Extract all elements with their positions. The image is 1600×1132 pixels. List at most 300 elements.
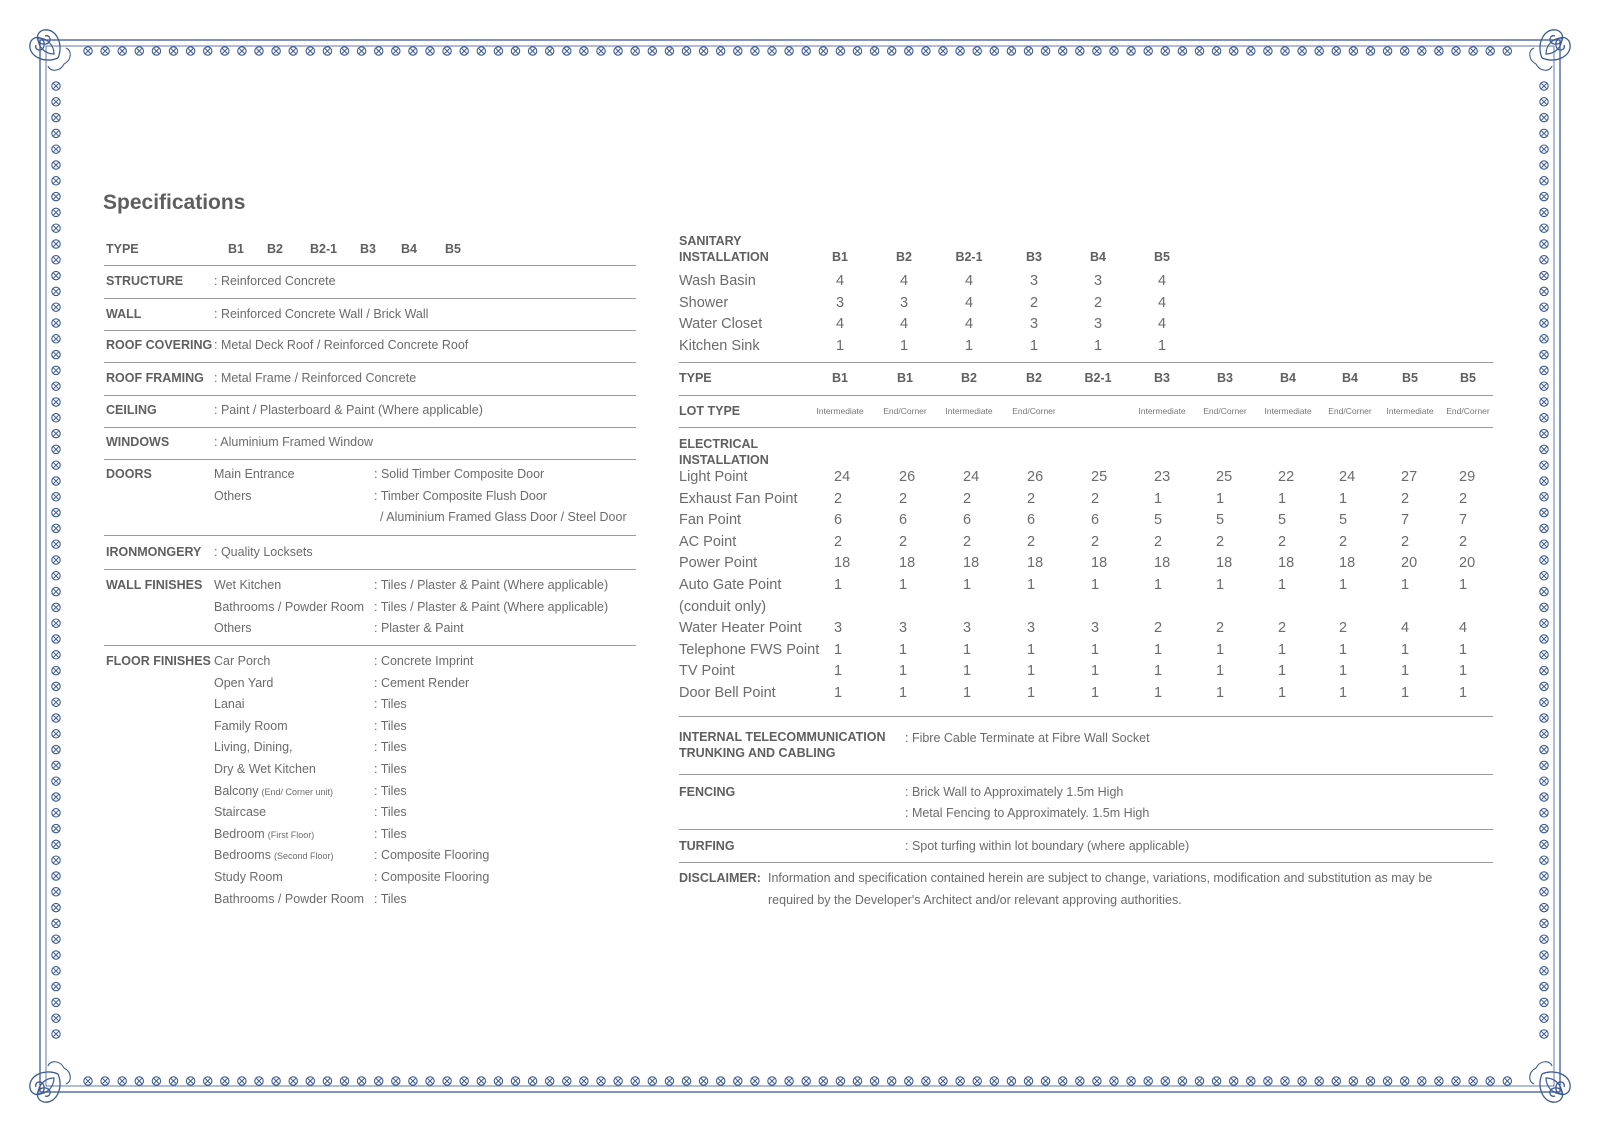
ornamental-flower-icon: [1540, 809, 1548, 817]
type-header-cell: B2: [961, 371, 977, 385]
ornamental-flower-icon: [392, 1077, 400, 1085]
electrical-cell: 2: [1216, 620, 1225, 637]
electrical-cell: 6: [834, 512, 843, 529]
ornamental-flower-icon: [1540, 477, 1548, 485]
ornamental-flower-icon: [52, 271, 60, 279]
floor-finish-item-name: [214, 784, 333, 798]
ornamental-flower-icon: [1110, 1077, 1118, 1085]
type-header-cell: B4: [1342, 371, 1358, 385]
ornamental-flower-icon: [52, 761, 60, 769]
ornamental-flower-icon: [169, 47, 177, 55]
ornamental-flower-icon: [52, 824, 60, 832]
floor-finish-room: Car Porch: [214, 654, 271, 668]
lot-type-cell: End/Corner: [1328, 406, 1372, 416]
ornamental-flower-icon: [768, 1077, 776, 1085]
ornamental-flower-icon: [1540, 98, 1548, 106]
ornamental-flower-icon: [52, 445, 60, 453]
floor-finish-item-value: : Tiles: [374, 891, 407, 906]
ornamental-flower-icon: [52, 129, 60, 137]
ornamental-flower-icon: [52, 919, 60, 927]
electrical-cell: 3: [1091, 620, 1100, 637]
ornamental-flower-icon: [52, 177, 60, 185]
ornamental-flower-icon: [1540, 256, 1548, 264]
ornamental-flower-icon: [751, 47, 759, 55]
electrical-cell: 2: [1027, 490, 1036, 507]
electrical-cell: 1: [1401, 641, 1410, 658]
ornamental-flower-icon: [52, 603, 60, 611]
lot-type-cell: End/Corner: [1012, 406, 1056, 416]
ornamental-flower-icon: [1540, 903, 1548, 911]
sanitary-cell: 4: [964, 316, 974, 332]
ornamental-flower-icon: [1540, 872, 1548, 880]
electrical-cell: 5: [1216, 512, 1225, 529]
electrical-cell: 24: [1339, 469, 1356, 485]
ornamental-flower-icon: [186, 1077, 194, 1085]
sanitary-cell: 4: [899, 273, 909, 289]
lot-type-cell: Intermediate: [1264, 406, 1312, 416]
ornamental-flower-icon: [52, 240, 60, 248]
doors-item-name: Main Entrance: [214, 467, 295, 481]
ornamental-flower-icon: [1349, 47, 1357, 55]
ornamental-flower-icon: [1469, 1077, 1477, 1085]
wall-finishes-item-name: Bathrooms / Powder Room: [214, 600, 365, 614]
ornamental-flower-icon: [1540, 730, 1548, 738]
electrical-cell: 18: [1027, 555, 1044, 572]
sanitary-type-header: B1: [832, 250, 848, 264]
ornamental-flower-icon: [169, 1077, 177, 1085]
ornamental-flower-icon: [1435, 1077, 1443, 1085]
doors-item-name: Others: [214, 489, 252, 503]
ornamental-flower-icon: [52, 651, 60, 659]
electrical-cell: 1: [1339, 490, 1348, 507]
electrical-cell: 4: [1459, 620, 1468, 637]
sanitary-cell: 2: [1029, 294, 1039, 311]
sanitary-cell: 4: [899, 316, 909, 332]
electrical-cell: 2: [1216, 533, 1225, 550]
floor-finish-room: Study Room: [214, 870, 283, 884]
floor-finish-item-value: : Composite Flooring: [374, 870, 490, 884]
ornamental-flower-icon: [922, 1077, 930, 1085]
ornamental-flower-icon: [648, 1077, 656, 1085]
ornamental-flower-icon: [1540, 82, 1548, 90]
ornamental-flower-icon: [494, 1077, 502, 1085]
ornamental-flower-icon: [238, 47, 246, 55]
ornamental-flower-icon: [272, 47, 280, 55]
ornamental-flower-icon: [682, 1077, 690, 1085]
floor-finish-item-name: [214, 740, 293, 754]
electrical-cell: 1: [1339, 641, 1348, 658]
doors-item-value: : Timber Composite Flush Door: [374, 489, 547, 503]
ornamental-flower-icon: [853, 1077, 861, 1085]
electrical-cell: 3: [1027, 620, 1036, 637]
electrical-cell: 1: [1216, 685, 1225, 701]
lot-type-cell: End/Corner: [883, 406, 927, 416]
ornamental-flower-icon: [1212, 47, 1220, 55]
ornamental-flower-icon: [973, 1077, 981, 1085]
roof-framing-label: ROOF FRAMING: [106, 371, 204, 385]
ornamental-flower-icon: [546, 1077, 554, 1085]
ornamental-flower-icon: [1540, 1014, 1548, 1022]
corner-ornament-icon: [1530, 1062, 1570, 1102]
electrical-cell: 2: [1091, 490, 1100, 507]
electrical-cell: 6: [899, 512, 908, 529]
sanitary-cell: 3: [899, 294, 909, 311]
floor-finish-note: (Second Floor): [273, 851, 334, 862]
electrical-cell: 27: [1401, 469, 1418, 485]
type-header-cell: B4: [1280, 371, 1296, 385]
ornamental-flower-icon: [52, 145, 60, 153]
electrical-cell: 1: [1278, 685, 1287, 701]
electrical-cell: 2: [1154, 620, 1163, 637]
electrical-cell: 18: [1091, 555, 1108, 572]
ironmongery-label: IRONMONGERY: [106, 545, 202, 559]
ornamental-flower-icon: [52, 745, 60, 753]
ornamental-flower-icon: [990, 47, 998, 55]
ornamental-flower-icon: [1540, 840, 1548, 848]
sanitary-type-header: B2-1: [955, 250, 983, 264]
sanitary-cell: 4: [1157, 316, 1167, 332]
electrical-cell: 1: [1459, 641, 1468, 658]
ornamental-flower-icon: [1007, 47, 1015, 55]
ornamental-flower-icon: [1007, 1077, 1015, 1085]
ornamental-flower-icon: [1161, 47, 1169, 55]
ornamental-flower-icon: [443, 1077, 451, 1085]
type-header-cell: B1: [228, 242, 244, 256]
sanitary-row-label: Water Closet: [679, 316, 763, 332]
ornamental-flower-icon: [1401, 47, 1409, 55]
electrical-row-label: Auto Gate Point: [679, 577, 782, 593]
ornamental-flower-icon: [84, 1077, 92, 1085]
ornamental-flower-icon: [289, 1077, 297, 1085]
electrical-cell: 1: [1154, 490, 1163, 507]
ornamental-flower-icon: [1540, 666, 1548, 674]
disclaimer-label: DISCLAIMER:: [679, 871, 761, 885]
electrical-cell: 2: [1339, 620, 1348, 637]
floor-finish-room: Open Yard: [214, 675, 274, 690]
ornamental-flower-icon: [563, 47, 571, 55]
ceiling-label: CEILING: [106, 403, 157, 417]
ornamental-flower-icon: [699, 1077, 707, 1085]
fencing-value: : Metal Fencing to Approximately. 1.5m High: [905, 806, 1150, 820]
lot-type-cell: Intermediate: [816, 406, 864, 416]
ornamental-flower-icon: [1041, 47, 1049, 55]
ornamental-flower-icon: [1332, 1077, 1340, 1085]
floor-finish-item-value: : Tiles: [374, 718, 407, 733]
ornamental-flower-icon: [1540, 319, 1548, 327]
electrical-cell: 26: [1027, 469, 1044, 485]
electrical-cell: 20: [1459, 555, 1476, 572]
electrical-cell: 6: [1027, 512, 1036, 529]
ornamental-flower-icon: [1144, 47, 1152, 55]
floor-finishes-label: FLOOR FINISHES: [106, 654, 211, 668]
ornamental-flower-icon: [52, 888, 60, 896]
ornamental-flower-icon: [1540, 177, 1548, 185]
ornamental-flower-icon: [1540, 587, 1548, 595]
electrical-cell: 2: [1278, 620, 1287, 637]
ornamental-flower-icon: [52, 1014, 60, 1022]
ornamental-flower-icon: [375, 47, 383, 55]
ornamental-flower-icon: [1076, 47, 1084, 55]
electrical-row-label: TV Point: [679, 663, 735, 680]
ornamental-flower-icon: [1298, 47, 1306, 55]
electrical-heading: INSTALLATION: [679, 453, 769, 467]
ornamental-flower-icon: [392, 47, 400, 55]
wall-value: : Reinforced Concrete Wall / Brick Wall: [214, 307, 429, 321]
ornamental-flower-icon: [1540, 414, 1548, 422]
ornamental-flower-icon: [221, 1077, 229, 1085]
ornamental-flower-icon: [1540, 919, 1548, 927]
ornamental-flower-icon: [1540, 145, 1548, 153]
electrical-cell: 2: [1339, 533, 1348, 550]
ornamental-flower-icon: [1540, 1030, 1548, 1038]
telecom-heading: INTERNAL TELECOMMUNICATION: [679, 730, 886, 744]
ornamental-flower-icon: [152, 1077, 160, 1085]
windows-value: : Aluminium Framed Window: [214, 435, 374, 449]
lot-type-cell: Intermediate: [945, 406, 993, 416]
ornamental-flower-icon: [52, 429, 60, 437]
type-label: TYPE: [106, 242, 139, 256]
type-header-cell: B2-1: [1084, 371, 1112, 385]
ornamental-flower-icon: [1540, 856, 1548, 864]
ornamental-flower-icon: [1383, 1077, 1391, 1085]
ornamental-flower-icon: [1469, 47, 1477, 55]
electrical-row-label: Power Point: [679, 555, 758, 572]
electrical-cell: 1: [899, 685, 908, 701]
electrical-cell: 5: [1278, 512, 1287, 529]
electrical-cell: 2: [963, 533, 972, 550]
electrical-cell: 1: [834, 577, 843, 593]
floor-finish-item-name: [214, 719, 288, 733]
ornamental-flower-icon: [819, 47, 827, 55]
sanitary-cell: 3: [835, 294, 845, 311]
ornamental-flower-icon: [101, 47, 109, 55]
electrical-cell: 18: [1216, 555, 1233, 572]
ornamental-flower-icon: [1195, 1077, 1203, 1085]
ornamental-flower-icon: [1076, 1077, 1084, 1085]
electrical-cell: 6: [963, 512, 972, 529]
ornamental-flower-icon: [255, 1077, 263, 1085]
ornamental-flower-icon: [52, 556, 60, 564]
ornamental-flower-icon: [546, 47, 554, 55]
electrical-cell: 1: [963, 685, 972, 701]
floor-finish-room: Dry & Wet Kitchen: [214, 762, 316, 776]
ornamental-flower-icon: [1540, 935, 1548, 943]
divider: [104, 265, 636, 266]
sanitary-heading: SANITARY: [679, 234, 742, 248]
ornamental-flower-icon: [52, 951, 60, 959]
ornamental-flower-icon: [1540, 303, 1548, 311]
ornamental-flower-icon: [528, 1077, 536, 1085]
ornamental-flower-icon: [853, 47, 861, 55]
ornamental-flower-icon: [1230, 1077, 1238, 1085]
ornamental-flower-icon: [443, 47, 451, 55]
electrical-row-label: AC Point: [679, 533, 737, 550]
floor-finish-item-name: [214, 805, 266, 819]
ornamental-flower-icon: [1540, 793, 1548, 801]
ornamental-flower-icon: [1503, 1077, 1511, 1085]
electrical-row-label: Light Point: [679, 469, 748, 485]
ornamental-flower-icon: [631, 1077, 639, 1085]
divider: [104, 395, 636, 396]
electrical-cell: 1: [963, 663, 972, 680]
electrical-heading: ELECTRICAL: [679, 437, 759, 451]
ornamental-flower-icon: [1540, 129, 1548, 137]
sanitary-cell: 1: [964, 337, 974, 354]
ornamental-flower-icon: [1435, 47, 1443, 55]
ornamental-flower-icon: [1540, 698, 1548, 706]
electrical-cell: 7: [1459, 512, 1468, 529]
ornamental-flower-icon: [1247, 1077, 1255, 1085]
corner-ornament-icon: [30, 1062, 70, 1102]
ornamental-flower-icon: [306, 47, 314, 55]
ornamental-flower-icon: [52, 872, 60, 880]
ornamental-flower-icon: [1059, 1077, 1067, 1085]
electrical-cell: 1: [1027, 641, 1036, 658]
ornamental-flower-icon: [1366, 1077, 1374, 1085]
ornamental-flower-icon: [939, 47, 947, 55]
ornamental-flower-icon: [52, 303, 60, 311]
divider: [104, 459, 636, 460]
electrical-row-label: Telephone FWS Point: [679, 641, 820, 658]
floor-finish-room: Staircase: [214, 805, 267, 820]
electrical-cell: 25: [1216, 469, 1233, 485]
ornamental-flower-icon: [563, 1077, 571, 1085]
ornamental-flower-icon: [717, 47, 725, 55]
type-header-cell: B2: [1026, 371, 1042, 385]
ornamental-flower-icon: [785, 1077, 793, 1085]
ornamental-flower-icon: [1540, 493, 1548, 501]
electrical-cell: 7: [1401, 512, 1410, 529]
ornamental-flower-icon: [52, 192, 60, 200]
ornamental-flower-icon: [580, 47, 588, 55]
electrical-cell: 23: [1154, 469, 1171, 485]
ornamental-flower-icon: [973, 47, 981, 55]
divider: [104, 535, 636, 536]
floor-finish-room: Bedrooms: [214, 848, 271, 863]
electrical-cell: 18: [963, 555, 980, 572]
ornamental-flower-icon: [528, 47, 536, 55]
electrical-cell: 2: [1091, 533, 1100, 550]
ornamental-flower-icon: [118, 47, 126, 55]
ornamental-flower-icon: [426, 47, 434, 55]
electrical-cell: 18: [899, 555, 916, 572]
ornamental-flower-icon: [135, 47, 143, 55]
ornamental-flower-icon: [836, 1077, 844, 1085]
ornamental-flower-icon: [1452, 47, 1460, 55]
ornamental-flower-icon: [1503, 47, 1511, 55]
ornamental-flower-icon: [751, 1077, 759, 1085]
ornamental-flower-icon: [922, 47, 930, 55]
electrical-row-label: Water Heater Point: [679, 620, 802, 637]
ornamental-flower-icon: [52, 714, 60, 722]
ornamental-flower-icon: [614, 47, 622, 55]
electrical-cell: 3: [834, 620, 843, 637]
floor-finish-item-name: [214, 762, 316, 776]
ornamental-flower-icon: [52, 998, 60, 1006]
ornamental-flower-icon: [289, 47, 297, 55]
ornamental-flower-icon: [1540, 556, 1548, 564]
type-header-cell: B2: [267, 242, 283, 256]
floor-finish-item-name: [214, 892, 364, 906]
floor-finish-room: Living, Dining,: [214, 740, 293, 755]
floor-finish-note: (End/ Corner unit): [261, 786, 334, 797]
ornamental-flower-icon: [52, 461, 60, 469]
electrical-cell: 2: [1459, 490, 1468, 507]
ornamental-flower-icon: [1540, 998, 1548, 1006]
ornamental-flower-icon: [477, 1077, 485, 1085]
ornamental-flower-icon: [1540, 682, 1548, 690]
ornamental-flower-icon: [1110, 47, 1118, 55]
ornamental-flower-icon: [1366, 47, 1374, 55]
ornamental-flower-icon: [1486, 47, 1494, 55]
electrical-cell: 18: [834, 555, 851, 572]
electrical-cell: 1: [899, 641, 908, 658]
doors-item-value: : Solid Timber Composite Door: [374, 467, 545, 481]
ornamental-flower-icon: [494, 47, 502, 55]
ornamental-flower-icon: [1093, 1077, 1101, 1085]
ornamental-flower-icon: [52, 161, 60, 169]
ornamental-flower-icon: [1281, 47, 1289, 55]
ornamental-flower-icon: [1452, 1077, 1460, 1085]
ornamental-flower-icon: [785, 47, 793, 55]
ornamental-flower-icon: [597, 47, 605, 55]
roof-covering-label: ROOF COVERING: [106, 338, 213, 352]
ceiling-value: : Paint / Plasterboard & Paint (Where applicable): [214, 403, 483, 417]
ornamental-flower-icon: [1540, 714, 1548, 722]
sanitary-heading: INSTALLATION: [679, 250, 769, 264]
sanitary-type-header: B4: [1090, 250, 1106, 264]
sanitary-type-header: B3: [1026, 250, 1042, 264]
electrical-cell: 1: [899, 663, 908, 680]
floor-finish-item-value: : Tiles: [374, 762, 407, 776]
floor-finish-item-name: [214, 676, 273, 690]
ornamental-flower-icon: [1540, 161, 1548, 169]
divider: [679, 774, 1493, 775]
electrical-cell: 1: [1027, 663, 1036, 680]
sanitary-type-header: B5: [1154, 250, 1170, 264]
ornamental-flower-icon: [1540, 382, 1548, 390]
ornamental-flower-icon: [1540, 208, 1548, 216]
ornamental-flower-icon: [52, 256, 60, 264]
electrical-cell: 1: [1459, 663, 1468, 680]
ornamental-flower-icon: [52, 903, 60, 911]
sanitary-cell: 2: [1093, 294, 1103, 311]
ornamental-flower-icon: [1024, 1077, 1032, 1085]
wall-finishes-label: WALL FINISHES: [106, 578, 203, 592]
lot-type-cell: Intermediate: [1386, 406, 1434, 416]
wall-finishes-item-value: : Plaster & Paint: [374, 621, 464, 635]
ornamental-flower-icon: [52, 493, 60, 501]
ornamental-flower-icon: [52, 666, 60, 674]
sanitary-cell: 3: [1093, 273, 1103, 289]
ornamental-flower-icon: [1041, 1077, 1049, 1085]
floor-finish-item-value: : Concrete Imprint: [374, 654, 474, 668]
structure-value: : Reinforced Concrete: [214, 274, 336, 288]
ornamental-flower-icon: [409, 1077, 417, 1085]
ornamental-flower-icon: [1540, 745, 1548, 753]
floor-finish-room: Bathrooms / Powder Room: [214, 891, 365, 906]
ornamental-flower-icon: [52, 224, 60, 232]
floor-finish-item-value: : Tiles: [374, 740, 407, 755]
type-header-cell: B5: [1460, 371, 1476, 385]
ornamental-flower-icon: [1315, 47, 1323, 55]
ornamental-flower-icon: [272, 1077, 280, 1085]
ornamental-flower-icon: [52, 635, 60, 643]
ornamental-flower-icon: [204, 1077, 212, 1085]
ornamental-flower-icon: [306, 1077, 314, 1085]
ornamental-flower-icon: [1401, 1077, 1409, 1085]
floor-finish-room: Lanai: [214, 697, 245, 712]
